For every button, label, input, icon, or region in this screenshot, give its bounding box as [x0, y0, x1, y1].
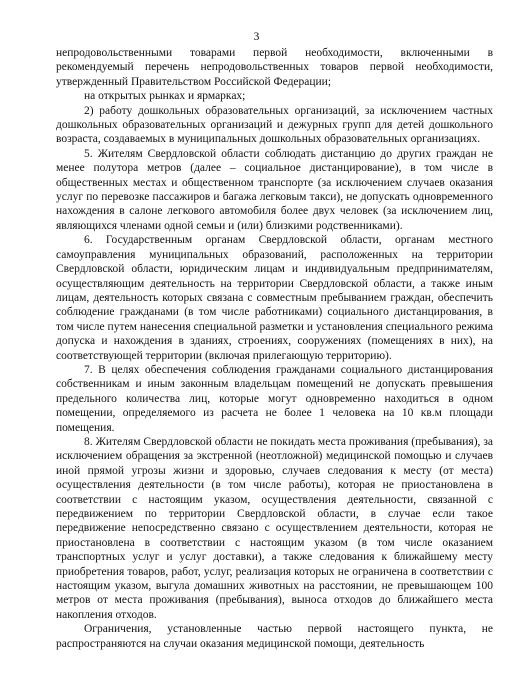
- paragraph-item-5-social-distancing: 5. Жителям Свердловской области соблюдать дистанцию до других граждан не менее полутора метров (далее – социальное дистанцирование), в том числе в общественных местах и общественном транспорте (за исключением случаев оказания услуг по перевозке пассажиров и багажа легковым такси), не допускать одновременного нахождения в салоне легкового автомобиля более двух человек (за исключением лиц, являющихся членами одной семьи и (или) близкими родственниками).: [56, 147, 493, 232]
- paragraph-item-8-stay-at-home: 8. Жителям Свердловской области не покидать места проживания (пребывания), за исключением обращения за экстренной (неотложной) медицинской помощью и случаев иной прямой угрозы жизни и здоровью, случаев следования к месту (от места) осуществления деятельности (в том числе работы), которая не приостановлена в соответствии с настоящим указом, осуществления деятельности, связанной с передвижением по территории Свердловской области, в случае если такое передвижение непосредственно связано с осуществлением деятельности, которая не приостановлена в соответствии с настоящим указом (в том числе оказанием транспортных услуг и услуг доставки), а также следования к ближайшему месту приобретения товаров, работ, услуг, реализация которых не ограничена в соответствии с настоящим указом, выгула домашних животных на расстоянии, не превышающем 100 метров от места проживания (пребывания), выноса отходов до ближайшего места накопления отходов.: [56, 435, 493, 621]
- paragraph-item-7-premises-occupancy: 7. В целях обеспечения соблюдения гражданами социального дистанцирования собственникам и иным законным владельцам помещений не допускать превышения предельного количества лиц, которые могут одновременно находиться в одном помещении, определяемого из расчета не более 1 человека на 10 кв.м площади помещения.: [56, 363, 493, 434]
- paragraph-item-6-authorities-organizations: 6. Государственным органам Свердловской области, органам местного самоуправления муниципальных образований, расположенных на территории Свердловской области, юридическим лицам и индивидуальным предпринимателям, осуществляющим деятельность на территории Свердловской области, а также иным лицам, деятельность которых связана с совместным пребыванием граждан, обеспечить соблюдение гражданами (в том числе работниками) социального дистанцирования, в том числе путем нанесения специальной разметки и установления специального режима допуска и нахождения в зданиях, строениях, сооружениях (помещениях в них), на соответствующей территории (включая прилегающую территорию).: [56, 234, 493, 362]
- document-body: [56, 46, 493, 651]
- paragraph-markets-fairs: на открытых рынках и ярмарках;: [84, 90, 246, 103]
- paragraph-preschool-organizations: 2) работу дошкольных образовательных организаций, за исключением частных дошкольных образовательных организаций и дежурных групп для детей дошкольного возраста, создаваемых в муниципальных дошкольных образовательных организациях.: [56, 104, 493, 146]
- paragraph-goods-list-continuation: непродовольственными товарами первой необходимости, включенными в рекомендуемый перечень непродовольственных товаров первой необходимости, утвержденный Правительством Российской Федерации;: [56, 47, 493, 88]
- paragraph-restrictions-exceptions: Ограничения, установленные частью первой настоящего пункта, не распространяются на случаи оказания медицинской помощи, деятельность: [56, 623, 493, 650]
- page-number: 3: [253, 31, 260, 43]
